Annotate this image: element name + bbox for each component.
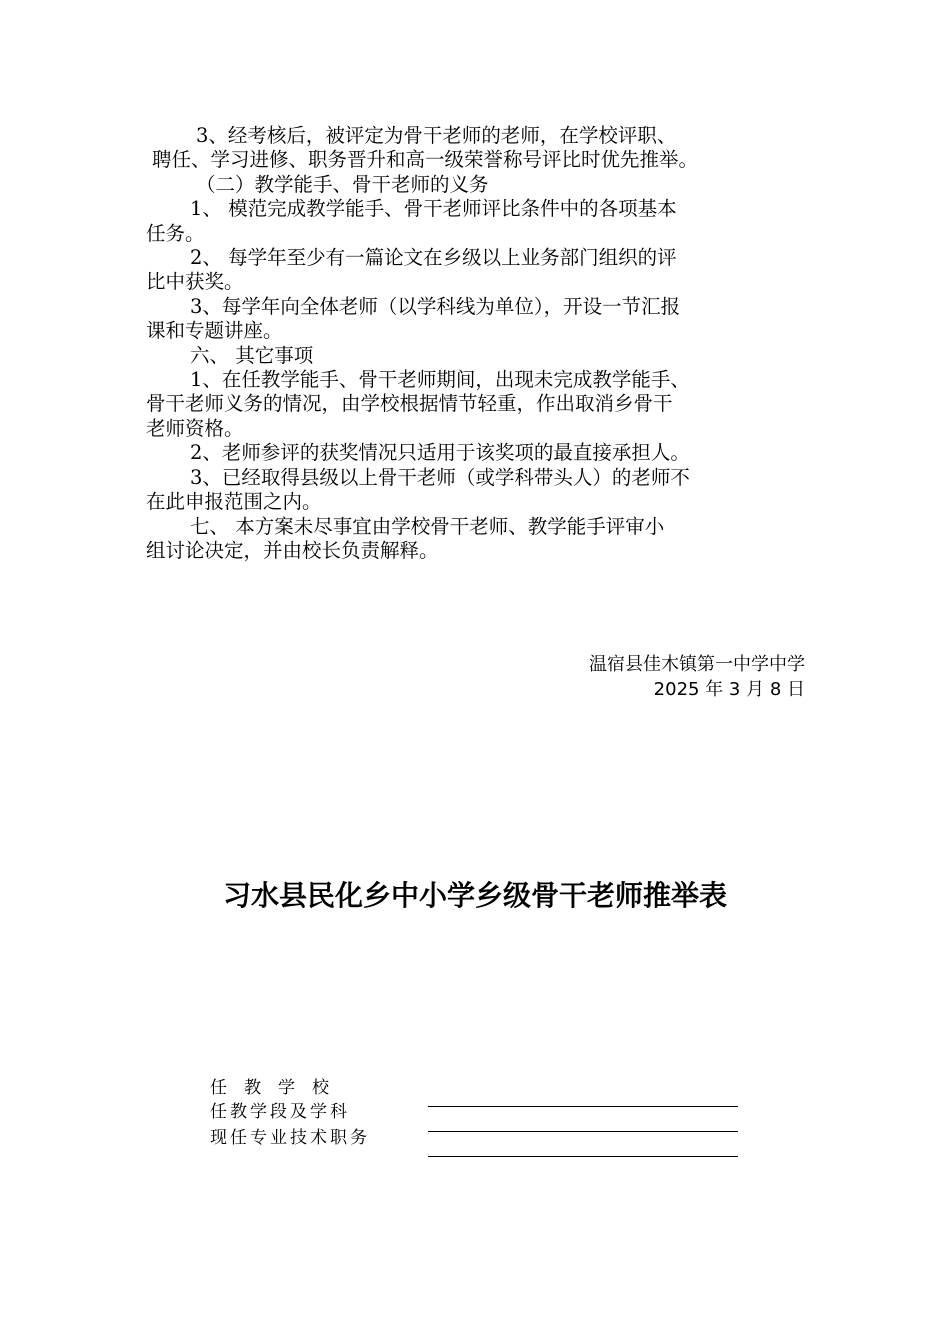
signature-date: 2025 年 3 月 8 日 — [653, 679, 805, 700]
field-label-school: 任教学校 — [210, 1078, 346, 1098]
paragraph-line: 组讨论决定，并由校长负责解释。 — [146, 538, 439, 562]
body-text — [146, 124, 810, 563]
paragraph-line: 在此申报范围之内。 — [146, 490, 322, 514]
paragraph-line: 老师资格。 — [146, 416, 244, 440]
paragraph-line: 1、在任教学能手、骨干老师期间，出现未完成教学能手、 — [190, 368, 690, 392]
paragraph-line: 聘任、学习进修、职务晋升和高一级荣誉称号评比时优先推举。 — [152, 148, 699, 172]
paragraph-line: 1、 模范完成教学能手、骨干老师评比条件中的各项基本 — [190, 197, 677, 221]
fill-in-line — [428, 1131, 738, 1132]
paragraph-line: 2、老师参评的获奖情况只适用于该奖项的最直接承担人。 — [190, 441, 690, 465]
paragraph-line: 课和专题讲座。 — [146, 319, 283, 343]
paragraph-line: 骨干老师义务的情况，由学校根据情节轻重，作出取消乡骨干 — [146, 392, 673, 416]
field-label-stage-subject: 任教学段及学科 — [210, 1102, 350, 1122]
paragraph-line: 3、经考核后，被评定为骨干老师的老师，在学校评职、 — [196, 124, 677, 147]
paragraph-line: 2、 每学年至少有一篇论文在乡级以上业务部门组织的评 — [190, 246, 677, 270]
field-label-title: 现任专业技术职务 — [210, 1128, 370, 1148]
section-heading: 六、 其它事项 — [190, 343, 314, 367]
paragraph-line: 任务。 — [146, 221, 205, 245]
paragraph-line: 3、已经取得县级以上骨干老师（或学科带头人）的老师不 — [190, 465, 690, 489]
section-heading: （二）教学能手、骨干老师的义务 — [196, 172, 489, 196]
fill-in-line — [428, 1106, 738, 1107]
form-title: 习水县民化乡中小学乡级骨干老师推举表 — [222, 879, 727, 912]
paragraph-line: 3、每学年向全体老师（以学科线为单位），开设一节汇报 — [190, 294, 681, 318]
paragraph-line: 七、 本方案未尽事宜由学校骨干老师、教学能手评审小 — [190, 514, 665, 538]
paragraph-line: 比中获奖。 — [146, 270, 244, 294]
signature-school: 温宿县佳木镇第一中学中学 — [589, 654, 805, 675]
fill-in-line — [428, 1156, 738, 1157]
